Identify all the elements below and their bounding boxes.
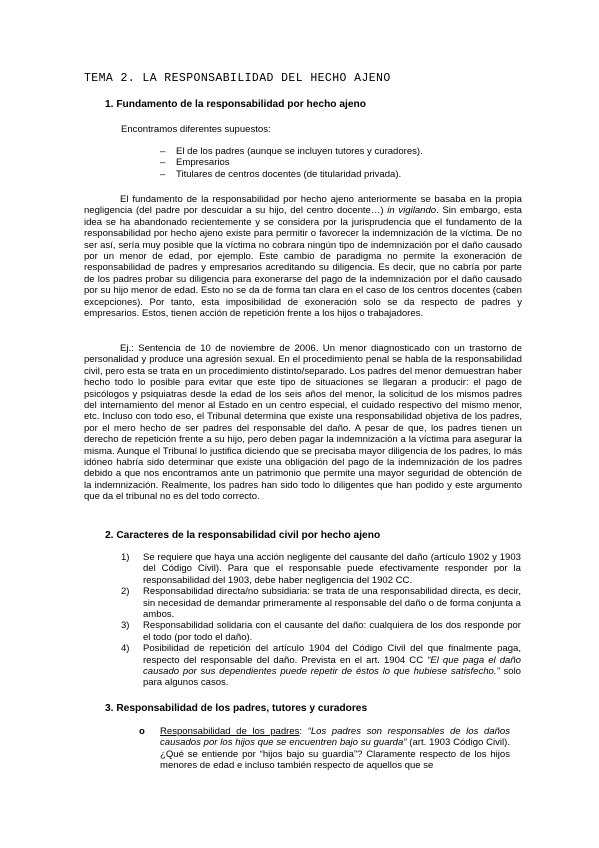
- bullet-marker: o: [139, 726, 145, 737]
- bullet-text: Responsabilidad de los padres: “Los padres son responsables de los daños causados por los hijos que se encuentren bajo su guarda” (art. 1903 Código Civil). ¿Qué se entiende por “hijos bajo su guardia”? Claramente respecto de los hijos menores de edad e incluso también respecto de aquellos que se: [160, 726, 511, 772]
- section-1-intro: Encontramos diferentes supuestos:: [121, 124, 271, 135]
- section-3-heading: 3. Responsabilidad de los padres, tutores y curadores: [105, 703, 368, 714]
- list-item: – Empresarios: [160, 157, 460, 168]
- section-3-bullet: [139, 726, 519, 776]
- list-item: – El de los padres (aunque se incluyen tutores y curadores).: [160, 146, 460, 157]
- list-item: – Titulares de centros docentes (de titularidad privada).: [160, 169, 460, 180]
- list-item: 1) Se requiere que haya una acción negligente del causante del daño (artículo 1902 y 1903 del Código Civil). Para que el responsable puede efectivamente responder por la responsabilidad del 1903, debe haber negligencia del 1902 CC.: [121, 552, 521, 586]
- paragraph-example: Ej.: Sentencia de 10 de noviembre de 2006. Un menor diagnosticado con un trastorno de personalidad y produce una agresión sexual. En el procedimiento penal se habla de la responsabilidad civil, pero esta se trata en un procedimiento distinto/separado. Los padres del menor demuestran haber hecho todo lo posible para evitar que este tipo de situaciones se llegaran a producir: el pago de psicólogos y psiquiatras desde la edad de los seis años del menor, la solicitud de los mismos padres del internamiento del menor al Estado en un centro especial, el cuidado respectivo del mismo menor, etc. Incluso con todo eso, el Tribunal determina que existe una responsabilidad objetiva de los padres, por el mero hecho de ser padres del responsable del daño. A pesar de que, los padres tienen un derecho de repetición frente a su hijo, pero deben pagar la indemnización a la víctima para asegurar la misma. Aunque el Tribunal lo justifica diciendo que se precisaba mayor diligencia de los padres, lo más idóneo habría sido determinar que existe una obligación del pago de la indemnización de los padres debido a que nos encontramos ante un patrimonio que permite una mayor seguridad de obtención de la indemnización. Realmente, los padres han sido todo lo diligentes que han podido y este argumento que da el tribunal no es del todo correcto.: [84, 343, 522, 503]
- list-item: 2) Responsabilidad directa/no subsidiaria: se trata de una responsabilidad directa, es decir, sin necesidad de demandar primeramente al responsable del daño o de forma conjunta a ambos.: [121, 586, 521, 621]
- list-item: 4) Posibilidad de repetición del artículo 1904 del Código Civil del que finalmente paga, respecto del responsable del daño. Prevista en el art. 1904 CC “El que paga el daño causado por sus dependientes puede repetir de éstos lo que hubiese satisfecho.” solo para algunos casos.: [121, 643, 521, 689]
- list-item: 3) Responsabilidad solidaria con el causante del daño: cualquiera de los dos responde por el todo (por todo el daño).: [121, 620, 521, 643]
- paragraph-fundamento: El fundamento de la responsabilidad por hecho ajeno anteriormente se basaba en la propia negligencia (del padre por descuidar a su hijo, del centro docente…) in vigilando. Sin embargo, esta idea se ha abandonado recientemente y se considera por la jurisprudencia que el fundamento de la responsabilidad por hecho ajeno existe para permitir o favorecer la indemnización de la víctima. De no ser así, sería muy posible que la víctima no cobrara ningún tipo de indemnización por el daño causado por un menor de edad, por ejemplo. Este cambio de paradigma no permite la exoneración de responsabilidad de padres y empresarios acreditando su diligencia. Es decir, que no cabría por parte de los padres probar su diligencia para exonerarse del pago de la indemnización por el daño causado por su hijo menor de edad. Esto no se da de forma tan clara en el caso de los centros docentes (caben excepciones). Por tanto, esta imposibilidad de exoneración solo se da respecto de padres y empresarios. Estos, tienen acción de repetición frente a los hijos o trabajadores.: [84, 194, 522, 320]
- section-1-list: [160, 146, 460, 180]
- section-2-list: [121, 552, 521, 689]
- document-title: TEMA 2. LA RESPONSABILIDAD DEL HECHO AJENO: [84, 72, 391, 85]
- section-2-heading: 2. Caracteres de la responsabilidad civil por hecho ajeno: [105, 530, 381, 541]
- section-1-heading: 1. Fundamento de la responsabilidad por hecho ajeno: [105, 99, 366, 110]
